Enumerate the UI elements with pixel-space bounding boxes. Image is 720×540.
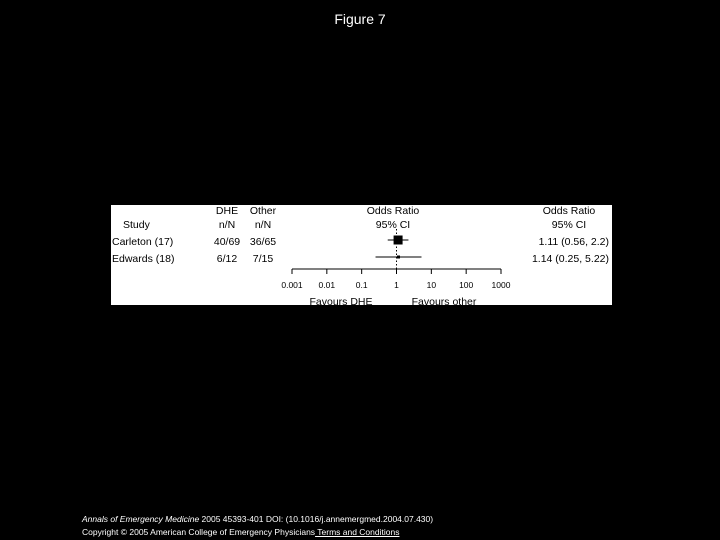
citation-line-2	[82, 526, 433, 539]
favours-right-label: Favours other	[411, 296, 477, 305]
study-or-text-2: 1.14 (0.25, 5.22)	[531, 253, 609, 265]
header-dhe: DHE	[215, 205, 239, 217]
terms-and-conditions-link[interactable]: Terms and Conditions	[315, 527, 400, 537]
citation-line-1	[82, 513, 433, 526]
study-name-1: Carleton (17)	[112, 236, 174, 248]
copyright-text: Copyright © 2005 American College of Emergency Physicians	[82, 527, 316, 537]
study-dhe-2: 6/12	[216, 253, 238, 265]
study-other-2: 7/15	[252, 253, 274, 265]
x-tick-label: 10	[426, 280, 437, 290]
header-study: Study	[123, 219, 150, 231]
study-name-2: Edwards (18)	[112, 253, 175, 265]
journal-name: Annals of Emergency Medicine	[82, 514, 200, 524]
x-tick-label: 0.001	[281, 280, 303, 290]
citation	[82, 513, 433, 539]
forest-plot-panel	[111, 205, 612, 305]
x-tick-label: 1000	[491, 280, 511, 290]
header-dhe-nn: n/N	[218, 219, 236, 231]
header-other-nn: n/N	[254, 219, 272, 231]
header-or-text-ci: 95% CI	[551, 219, 587, 231]
forest-plot	[111, 205, 612, 305]
x-tick-label: 0.01	[318, 280, 336, 290]
favours-left-label: Favours DHE	[309, 296, 373, 305]
header-odds-ratio: Odds Ratio	[366, 205, 420, 217]
header-ci: 95% CI	[375, 219, 411, 231]
study-other-1: 36/65	[249, 236, 277, 248]
citation-reference: 2005 45393-401 DOI: (10.1016/j.annemergmed.2004.07.430)	[199, 514, 434, 524]
x-tick-label: 0.1	[355, 280, 368, 290]
x-tick-label: 1	[394, 280, 399, 290]
study-dhe-1: 40/69	[213, 236, 241, 248]
x-tick-label: 100	[459, 280, 474, 290]
figure-title: Figure 7	[334, 11, 386, 27]
point-estimate	[394, 236, 403, 245]
header-or-text: Odds Ratio	[542, 205, 596, 217]
point-estimate	[397, 256, 400, 259]
study-or-text-1: 1.11 (0.56, 2.2)	[538, 236, 609, 248]
plot-marks	[281, 229, 510, 290]
header-other: Other	[249, 205, 277, 217]
